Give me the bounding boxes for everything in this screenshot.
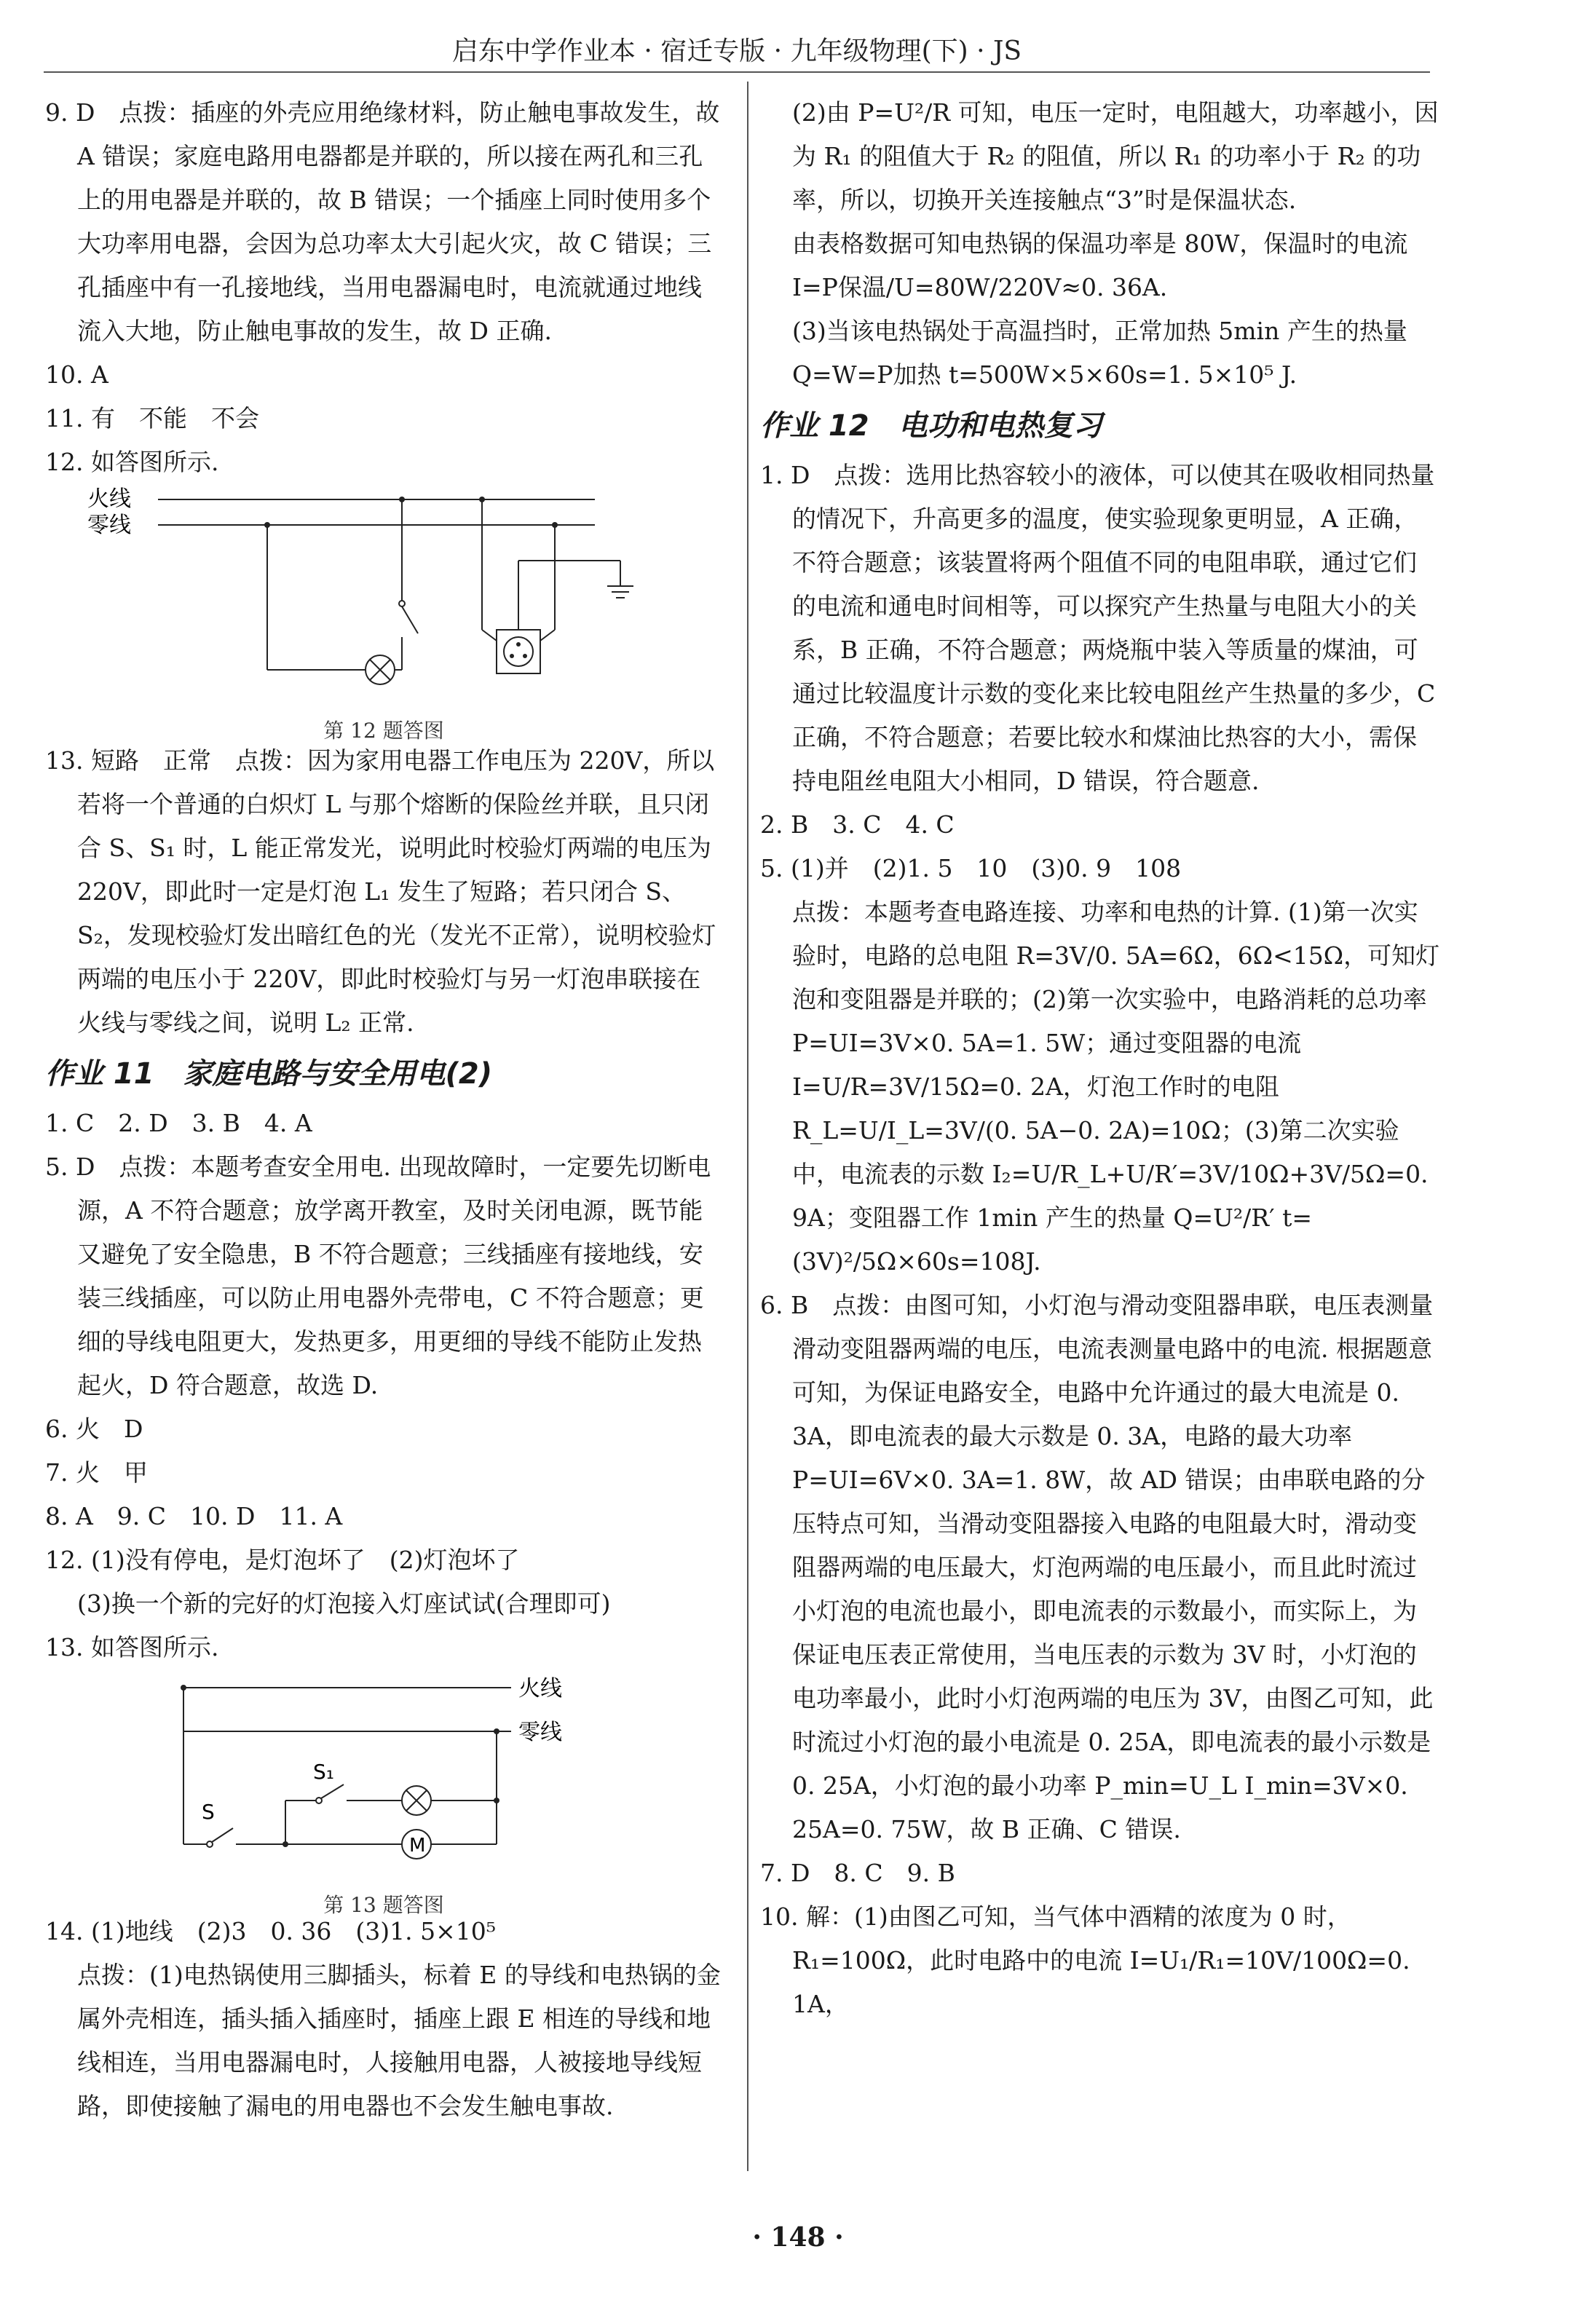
- circuit-diagram-13: [45, 1669, 722, 1877]
- neutral-wire-label: 零线: [87, 513, 131, 538]
- answer-9: 9. D 点拨：插座的外壳应用绝缘材料，防止触电事故发生，故 A 错误；家庭电路用电器都是并联的，所以接在两孔和三孔上的用电器是并联的，故 B 错误；一个插座上同时使用多个大功率用电器，会因为总功率太大引起火灾，故 C 错误；三孔插座中有一孔接地线，当用电器漏电时，电流就通过地线流入大地，防止触电事故的发生，故 D 正确.: [45, 98, 720, 345]
- figure-13-caption: 第 13 题答图: [323, 1893, 444, 1917]
- live-wire-label-13: 火线: [518, 1676, 562, 1702]
- hw11-answer-7: 7. 火 甲: [45, 1458, 148, 1487]
- switch-s-icon: [212, 1828, 233, 1842]
- circuit-diagram-12: [45, 484, 722, 703]
- switch-icon: [402, 606, 418, 633]
- hw11-answer-13: 13. 如答图所示.: [45, 1633, 219, 1661]
- hw12-answer-6: 6. B 点拨：由图可知，小灯泡与滑动变阻器串联，电压表测量滑动变阻器两端的电压，电流表测量电路中的电流. 根据题意可知，为保证电路安全，电路中允许通过的最大电流是 0. 3A，即电流表的最大示数是 0. 3A，电路的最大功率 P=UI=6V×0. 3A=1. 8W，故 AD 错误；由串联电路的分压特点可知，当滑动变阻器接入电路的电阻最大时，滑动变阻器两端的电压最大，灯泡两端的电压最小，而且此时流过小灯泡的电流也最小，即电流表的示数最小，而实际上，为保证电压表正常使用，当电压表的示数为 3V 时，小灯泡的电功率最小，此时小灯泡两端的电压为 3V，由图乙可知，此时流过小灯泡的最小电流是 0. 25A，即电流表的最小示数是 0. 25A，小灯泡的最小功率 P_min=U_L I_min=3V×0. 25A=0. 75W，故 B 正确、C 错误.: [760, 1291, 1434, 1843]
- hw11-answer-5: 5. D 点拨：本题考查安全用电. 出现故障时，一定要先切断电源，A 不符合题意；放学离开教室，及时关闭电源，既节能又避免了安全隐患，B 不符合题意；三线插座有接地线，安装三线插座，可以防止用电器外壳带电，C 不符合题意；更细的导线电阻更大，发热更多，用更细的导线不能防止发热起火，D 符合题意，故选 D.: [45, 1153, 711, 1399]
- hw11-answer-12: 12. (1)没有停电，是灯泡坏了 (2)灯泡坏了: [45, 1546, 520, 1574]
- column-divider: [747, 82, 748, 2171]
- hw11-answer-6: 6. 火 D: [45, 1415, 143, 1443]
- hw11-answer-14-part3: (3)当该电热锅处于高温挡时，正常加热 5min 产生的热量 Q=W=P加热 t=500W×5×60s=1. 5×10⁵ J.: [792, 317, 1407, 389]
- switch-s1-icon: [321, 1784, 344, 1798]
- answer-12: 12. 如答图所示.: [45, 448, 219, 476]
- hw11-answer-14: 14. (1)地线 (2)3 0. 36 (3)1. 5×10⁵: [45, 1917, 497, 1945]
- hw12-answers-7-9: 7. D 8. C 9. B: [760, 1859, 955, 1887]
- live-wire-label: 火线: [87, 486, 131, 512]
- page-number: · 148 ·: [752, 2222, 844, 2253]
- section-heading-11: 作业 11 家庭电路与安全用电(2): [45, 1057, 492, 1091]
- figure-12-caption: 第 12 题答图: [323, 719, 444, 743]
- section-heading-12: 作业 12 电功和电热复习: [760, 409, 1102, 443]
- right-column: [760, 91, 1440, 2026]
- hw11-answers-8-11: 8. A 9. C 10. D 11. A: [45, 1502, 343, 1530]
- hw11-answers-1-4: 1. C 2. D 3. B 4. A: [45, 1109, 312, 1137]
- switch-s-label: S: [202, 1800, 215, 1824]
- hw12-answer-5: 5. (1)并 (2)1. 5 10 (3)0. 9 108: [760, 854, 1182, 882]
- hw12-answer-10: 10. 解：(1)由图乙可知，当气体中酒精的浓度为 0 时，R₁=100Ω，此时电路中的电流 I=U₁/R₁=10V/100Ω=0. 1A，: [760, 1902, 1410, 2018]
- neutral-wire-label-13: 零线: [518, 1720, 562, 1745]
- hw11-answer-12-part3: (3)换一个新的完好的灯泡接入灯座试试(合理即可): [77, 1589, 611, 1618]
- figure-12: [45, 484, 722, 743]
- answer-10: 10. A: [45, 360, 108, 389]
- header-rule: [44, 71, 1430, 73]
- hw11-answer-14-current: 由表格数据可知电热锅的保温功率是 80W，保温时的电流 I=P保温/U=80W/220V≈0. 36A.: [792, 229, 1408, 301]
- hw11-answer-14-part2: (2)由 P=U²/R 可知，电压一定时，电阻越大，功率越小，因为 R₁ 的阻值大于 R₂ 的阻值，所以 R₁ 的功率小于 R₂ 的功率，所以，切换开关连接触点“3”时是保温状态.: [792, 98, 1439, 214]
- hw12-answers-2-4: 2. B 3. C 4. C: [760, 810, 955, 839]
- hw12-answer-1: 1. D 点拨：选用比热容较小的液体，可以使其在吸收相同热量的情况下，升高更多的温度，使实验现象更明显，A 正确，不符合题意；该装置将两个阻值不同的电阻串联，通过它们的电流和通电时间相等，可以探究产生热量与电阻大小的关系，B 正确，不符合题意；两烧瓶中装入等质量的煤油，可通过比较温度计示数的变化来比较电阻丝产生热量的多少，C 正确，不符合题意；若要比较水和煤油比热容的大小，需保持电阻丝电阻大小相同，D 错误，符合题意.: [760, 461, 1436, 795]
- motor-label: M: [409, 1835, 426, 1857]
- running-header: 启东中学作业本 · 宿迁专版 · 九年级物理(下) · JS: [451, 36, 1022, 66]
- answer-11: 11. 有 不能 不会: [45, 404, 259, 432]
- switch-s1-label: S₁: [313, 1760, 334, 1784]
- left-column: [45, 91, 722, 2128]
- hw12-answer-5-hint: 点拨：本题考查电路连接、功率和电热的计算. (1)第一次实验时，电路的总电阻 R=3V/0. 5A=6Ω，6Ω<15Ω，可知灯泡和变阻器是并联的；(2)第一次实验中，电路消耗的总功率 P=UI=3V×0. 5A=1. 5W；通过变阻器的电流 I=U/R=3V/15Ω=0. 2A，灯泡工作时的电阻 R_L=U/I_L=3V/(0. 5A−0. 2A)=10Ω；(3)第二次实验中，电流表的示数 I₂=U/R_L+U/R′=3V/10Ω+3V/5Ω=0. 9A；变阻器工作 1min 产生的热量 Q=U²/R′ t=(3V)²/5Ω×60s=108J.: [792, 898, 1440, 1276]
- answer-13: 13. 短路 正常 点拨：因为家用电器工作电压为 220V，所以若将一个普通的白炽灯 L 与那个熔断的保险丝并联，且只闭合 S、S₁ 时，L 能正常发光，说明此时校验灯两端的电压为 220V，即此时一定是灯泡 L₁ 发生了短路；若只闭合 S、S₂，发现校验灯发出暗红色的光（发光不正常），说明校验灯两端的电压小于 220V，即此时校验灯与另一灯泡串联接在火线与零线之间，说明 L₂ 正常.: [45, 746, 716, 1037]
- figure-13: [45, 1669, 722, 1917]
- hw11-answer-14-hint: 点拨：(1)电热锅使用三脚插头，标着 E 的导线和电热锅的金属外壳相连，插头插入插座时，插座上跟 E 相连的导线和地线相连，当用电器漏电时，人接触用电器，人被接地导线短路，即使接触了漏电的用电器也不会发生触电事故.: [77, 1961, 721, 2120]
